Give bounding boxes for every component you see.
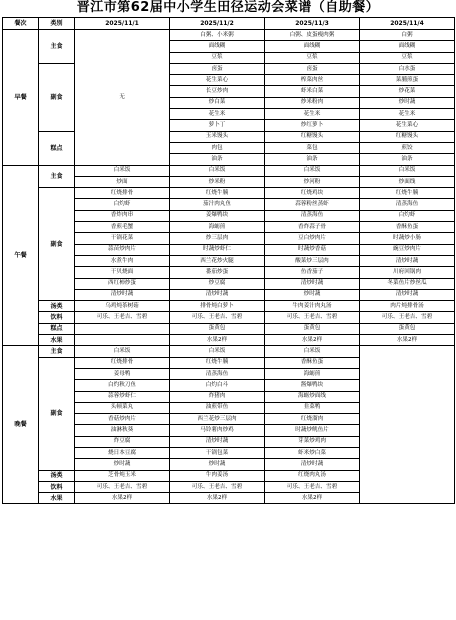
category-label: 副食 [39,188,75,301]
menu-cell: 豆白炒肉片 [265,233,360,244]
meal-label: 午餐 [3,165,39,346]
menu-cell: 可乐、王老吉、雪碧 [265,312,360,323]
category-label: 主食 [39,346,75,357]
category-label: 主食 [39,165,75,188]
menu-cell: 花生米 [265,109,360,120]
menu-cell: 蛋黄包 [360,323,455,334]
menu-cell: 红烧牛腩 [170,357,265,368]
menu-cell: 炒时蔬 [170,459,265,470]
menu-cell: 白米饭 [265,165,360,176]
menu-cell: 水果2样 [75,493,170,504]
menu-cell: 烧日本豆腐 [75,447,170,458]
menu-cell [75,323,170,334]
category-label: 水果 [39,493,75,504]
header-date: 2025/11/1 [75,18,170,30]
menu-cell: 红糖馒头 [265,131,360,142]
menu-cell [75,335,170,346]
category-label: 副食 [39,357,75,470]
menu-cell: 油条 [360,154,455,165]
header-date: 2025/11/3 [265,18,360,30]
menu-cell: 蒜蓉炒虾仁 [75,391,170,402]
menu-cell: 油煎带鱼 [170,402,265,413]
menu-cell: 时蔬炒鱿鱼片 [265,425,360,436]
menu-row [3,188,455,199]
menu-cell: 油淋秋葵 [75,425,170,436]
menu-cell: 红烧鸡块 [265,188,360,199]
menu-cell: 香酥鱼蛋 [360,222,455,233]
menu-cell: 香炸蒜子骨 [265,222,360,233]
menu-cell: 豆浆 [265,52,360,63]
menu-cell: 虾米炒白菜 [265,447,360,458]
menu-cell: 炸豆腐 [75,436,170,447]
menu-cell: 萝卜丁 [170,120,265,131]
menu-cell: 白灼虾 [75,199,170,210]
menu-cell: 海蛎煎 [170,222,265,233]
menu-cell: 茄汁肉丸鱼 [170,199,265,210]
menu-cell: 水果2样 [360,335,455,346]
menu-cell: 炒面 [75,176,170,187]
menu-cell: 川府回锅肉 [360,267,455,278]
menu-cell: 马铃薯肉炒鸡 [170,425,265,436]
menu-cell: 无 [75,30,170,166]
menu-cell: 红烧溜肉 [265,414,360,425]
menu-cell: 白米饭 [170,346,265,357]
menu-cell: 炒时蔬 [360,97,455,108]
menu-cell: 炸猪肉 [170,391,265,402]
menu-cell: 白米饭 [360,165,455,176]
menu-cell: 豆浆 [360,52,455,63]
menu-cell: 肉包 [170,142,265,153]
menu-cell: 炒时蔬 [75,459,170,470]
menu-cell: 卤蛋 [265,63,360,74]
menu-cell: 清炒时蔬 [360,255,455,266]
menu-row [3,323,455,334]
header-date: 2025/11/4 [360,18,455,30]
menu-cell: 炒花菜 [360,86,455,97]
menu-cell: 榨菜肉丝 [265,75,360,86]
menu-cell: 干锅包菜 [170,447,265,458]
menu-cell: 炒三层肉 [170,233,265,244]
header-category: 类别 [39,18,75,30]
menu-cell: 牛肉姜汤 [170,470,265,481]
menu-cell: 面线糊 [265,41,360,52]
menu-cell: 水煮牛肉 [75,255,170,266]
menu-cell: 蛋黄包 [265,323,360,334]
menu-cell: 红烧排骨 [75,188,170,199]
category-label: 主食 [39,30,75,64]
menu-cell: 红烧牛腩 [360,188,455,199]
category-label: 糕点 [39,131,75,165]
menu-cell: 西兰花炒火腿 [170,255,265,266]
menu-row [3,312,455,323]
menu-cell: 白粥、皮蛋瘦肉粥 [265,30,360,41]
menu-cell: 白米饭 [75,165,170,176]
menu-cell: 炒时蔬 [265,289,360,300]
meal-label: 早餐 [3,30,39,166]
menu-cell: 花生米 [170,109,265,120]
menu-cell: 冬菜鱼片炒丝瓜 [360,278,455,289]
menu-cell: 酱爆鸭块 [265,380,360,391]
menu-cell: 可乐、王老吉、雪碧 [265,481,360,492]
menu-cell: 清炒时蔬 [265,278,360,289]
menu-cell: 时蔬炒小肠 [360,233,455,244]
menu-row [3,301,455,312]
menu-cell: 乌鸡炖茶树菇 [75,301,170,312]
menu-cell: 酸菜炒三层肉 [265,255,360,266]
menu-cell: 清炒时蔬 [170,289,265,300]
menu-cell: 红糖馒头 [360,131,455,142]
menu-cell: 红烧排骨 [75,357,170,368]
menu-cell: 炒白菜 [170,97,265,108]
page-title: 晋江市第62届中小学生田径运动会菜谱（自助餐） [76,0,380,15]
menu-cell: 虾米白菜 [265,86,360,97]
menu-cell: 菜包 [265,142,360,153]
menu-row [3,165,455,176]
menu-cell: 白水蛋 [360,63,455,74]
menu-cell: 长豆炒肉 [170,86,265,97]
menu-table [2,17,455,504]
menu-cell: 时蔬炒虾仁 [170,244,265,255]
menu-cell: 清蒸海鱼 [170,368,265,379]
menu-cell: 海蛎炒面线 [265,391,360,402]
menu-cell: 清炒时蔬 [360,289,455,300]
menu-cell: 炒红萝卜 [265,120,360,131]
menu-cell: 可乐、王老吉、雪碧 [170,312,265,323]
menu-cell: 水果2样 [265,335,360,346]
menu-row [3,63,455,74]
header-row [3,18,455,30]
category-label: 汤类 [39,470,75,481]
menu-cell: 水果2样 [170,335,265,346]
menu-cell: 西兰花炒三层肉 [170,414,265,425]
menu-cell: 清炒时蔬 [170,436,265,447]
menu-cell: 炒米粉肉 [265,97,360,108]
category-label: 汤类 [39,301,75,312]
header-meal: 餐次 [3,18,39,30]
menu-cell: 炒豆腐 [170,278,265,289]
menu-cell: 白粥、小米粥 [170,30,265,41]
menu-cell: 白灼白斗 [170,380,265,391]
menu-cell: 水果2样 [170,493,265,504]
menu-cell: 海蛎煎 [265,368,360,379]
menu-cell: 面线糊 [360,41,455,52]
menu-cell: 花生菜心 [170,75,265,86]
menu-cell: 红烧肉丸汤 [265,470,360,481]
menu-body [3,30,455,504]
menu-cell: 炒河粉 [265,176,360,187]
header-date: 2025/11/2 [170,18,265,30]
menu-row [3,346,455,357]
meal-label: 晚餐 [3,346,39,504]
menu-cell: 卤蛋 [170,63,265,74]
menu-cell: 水果2样 [265,493,360,504]
menu-cell: 干锅花菜 [75,233,170,244]
menu-cell: 豌豆炒肉片 [360,244,455,255]
menu-cell: 清蒸海鱼 [265,210,360,221]
menu-cell: 西红柿炒蛋 [75,278,170,289]
menu-cell: 白灼秋刀鱼 [75,380,170,391]
menu-cell: 可乐、王老吉、雪碧 [170,481,265,492]
menu-cell: 香菇炒肉片 [75,414,170,425]
menu-cell: 芝骨炖玉米 [75,470,170,481]
menu-cell: 排骨炖白萝卜 [170,301,265,312]
menu-row [3,335,455,346]
menu-cell: 干贝烧面 [75,267,170,278]
menu-cell: 鱼香茄子 [265,267,360,278]
menu-cell: 花生米 [360,109,455,120]
menu-cell: 蒜蓉粉丝蒸虾 [265,199,360,210]
menu-cell: 白粥 [360,30,455,41]
menu-cell: 可乐、王老吉、雪碧 [360,312,455,323]
menu-cell: 番茄炒蛋 [170,267,265,278]
menu-cell: 姜爆鸭块 [170,210,265,221]
menu-cell: 香酥鱼蛋 [265,357,360,368]
menu-cell: 清炒时蔬 [265,459,360,470]
menu-cell: 煎饺 [360,142,455,153]
menu-cell: 面线糊 [170,41,265,52]
menu-cell: 清炒时蔬 [75,289,170,300]
menu-cell: 炒面线 [360,176,455,187]
menu-row [3,30,455,41]
menu-cell: 清蒸海鱼 [360,199,455,210]
category-label: 饮料 [39,481,75,492]
menu-cell: 白灼虾 [360,210,455,221]
menu-cell: 玉米馒头 [170,131,265,142]
menu-cell: 花生菜心 [360,120,455,131]
menu-cell: 白米饭 [170,165,265,176]
menu-cell: 白米饭 [265,346,360,357]
menu-cell: 白米饭 [75,346,170,357]
empty-cell [360,346,455,504]
menu-cell: 油条 [170,154,265,165]
menu-cell: 炒米粉 [170,176,265,187]
category-label: 饮料 [39,312,75,323]
menu-cell: 肉片炖排骨汤 [360,301,455,312]
menu-cell: 可乐、王老吉、雪碧 [75,312,170,323]
menu-cell: 可乐、王老吉、雪碧 [75,481,170,492]
menu-row [3,131,455,142]
menu-cell: 香煎毛蟹 [75,222,170,233]
menu-cell: 蛋黄包 [170,323,265,334]
menu-cell: 姜母鸭 [75,368,170,379]
menu-cell: 蒜苗炒肉片 [75,244,170,255]
menu-cell: 韭菜鸭 [265,402,360,413]
menu-cell: 豆浆 [170,52,265,63]
menu-cell: 牛肉姜汁肉丸汤 [265,301,360,312]
category-label: 糕点 [39,323,75,334]
category-label: 副食 [39,63,75,131]
menu-cell: 香炸肉串 [75,210,170,221]
menu-cell: 时蔬炒香菇 [265,244,360,255]
menu-cell: 头顿菜丸 [75,402,170,413]
menu-cell: 油条 [265,154,360,165]
menu-cell: 菜脯煎蛋 [360,75,455,86]
menu-cell: 红烧牛腩 [170,188,265,199]
menu-cell: 芽菜炒鸡肉 [265,436,360,447]
category-label: 水果 [39,335,75,346]
